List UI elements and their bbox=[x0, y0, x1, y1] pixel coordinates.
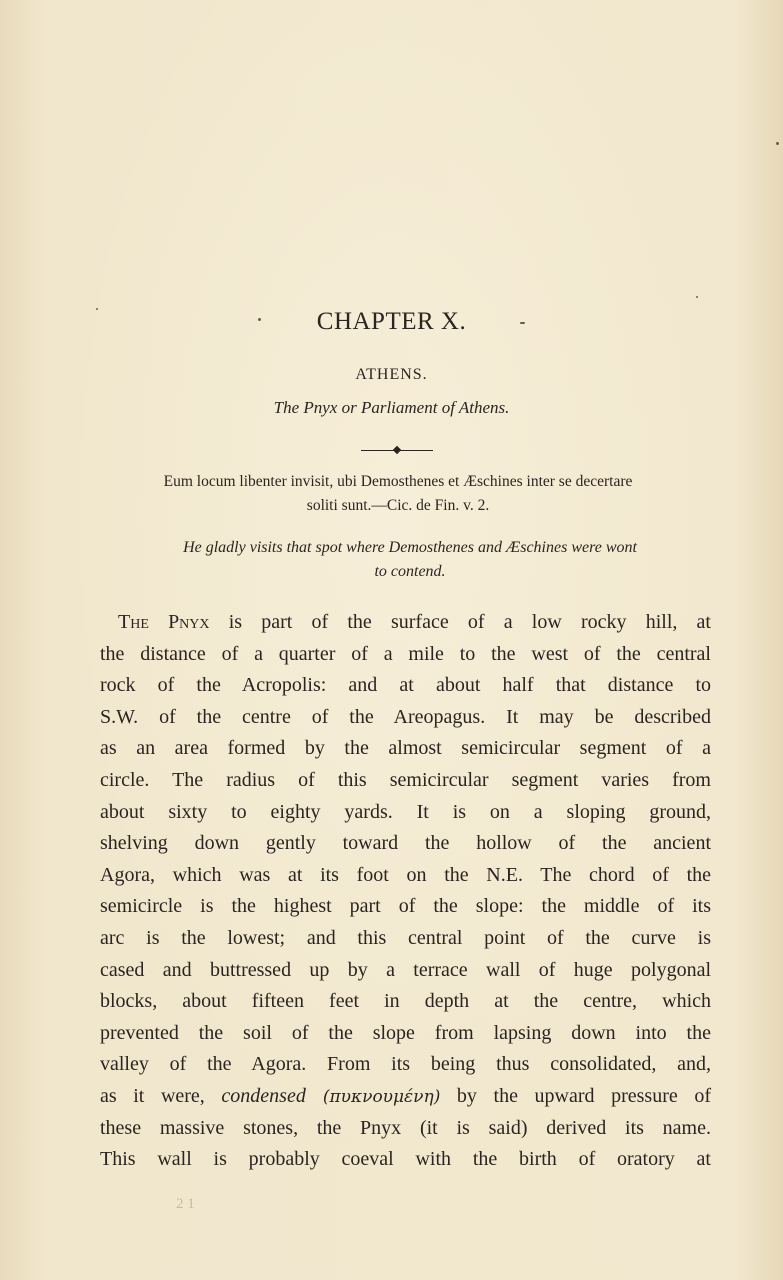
chapter-place: ATHENS. bbox=[355, 366, 428, 383]
text-line: prevented the soil of the slope from lapsing down into the bbox=[100, 1021, 711, 1044]
text-line: arc is the lowest; and this central point of the curve is bbox=[100, 926, 711, 949]
opening-caps: The Pnyx bbox=[118, 611, 210, 633]
text-line: This wall is probably coeval with the birth of oratory at bbox=[100, 1148, 711, 1171]
paper-speck bbox=[96, 308, 98, 310]
chapter-subtitle: The Pnyx or Parliament of Athens. bbox=[273, 398, 510, 417]
epigraph-latin bbox=[88, 470, 708, 518]
text-line: about sixty to eighty yards. It is on a sloping ground, bbox=[100, 800, 711, 823]
text-line: semicircle is the highest part of the slope: the middle of its bbox=[100, 895, 711, 918]
epigraph-english-line: He gladly visits that spot where Demosthenes and Æschines were wont bbox=[183, 539, 637, 556]
ornament-divider-icon bbox=[361, 446, 433, 454]
epigraph-english bbox=[110, 536, 710, 584]
text-line: circle. The radius of this semicircular segment varies from bbox=[100, 768, 711, 791]
text-line: shelving down gently toward the hollow of the ancient bbox=[100, 832, 711, 855]
epigraph-latin-line: Eum locum libenter invisit, ubi Demosthenes et Æschines inter se decertare bbox=[163, 473, 633, 490]
text-line: blocks, about fifteen feet in depth at the centre, which bbox=[100, 990, 711, 1013]
greek-word: (πυκνουμένη) bbox=[305, 1086, 441, 1107]
text-line: The Pnyx is part of the surface of a low rocky hill, at bbox=[118, 611, 711, 633]
body-paragraph bbox=[100, 607, 711, 1176]
text-line: these massive stones, the Pnyx (it is said) derived its name. bbox=[100, 1116, 711, 1139]
text-line: valley of the Agora. From its being thus consolidated, and, bbox=[100, 1053, 711, 1076]
text-line: cased and buttressed up by a terrace wall of huge polygonal bbox=[100, 958, 711, 981]
italic-word: condensed bbox=[221, 1084, 306, 1107]
paper-speck bbox=[258, 318, 261, 321]
text-line: as it were, condensed (πυκνουμένη) by the upward pressure of bbox=[100, 1084, 712, 1107]
paper-speck bbox=[696, 296, 698, 298]
signature-mark: 2 1 bbox=[176, 1196, 195, 1212]
chapter-title: CHAPTER X. bbox=[316, 308, 467, 335]
text-line: rock of the Acropolis: and at about half that distance to bbox=[100, 674, 711, 697]
paper-speck bbox=[520, 322, 525, 324]
epigraph-english-line: to contend. bbox=[374, 563, 446, 580]
text-line: S.W. of the centre of the Areopagus. It may be described bbox=[100, 705, 711, 728]
text-line: the distance of a quarter of a mile to the west of the central bbox=[100, 642, 711, 665]
text-line: Agora, which was at its foot on the N.E. The chord of the bbox=[100, 863, 711, 886]
epigraph-latin-line: soliti sunt.—Cic. de Fin. v. 2. bbox=[306, 497, 490, 514]
paper-speck bbox=[776, 142, 779, 145]
text-line: as an area formed by the almost semicircular segment of a bbox=[100, 737, 711, 760]
